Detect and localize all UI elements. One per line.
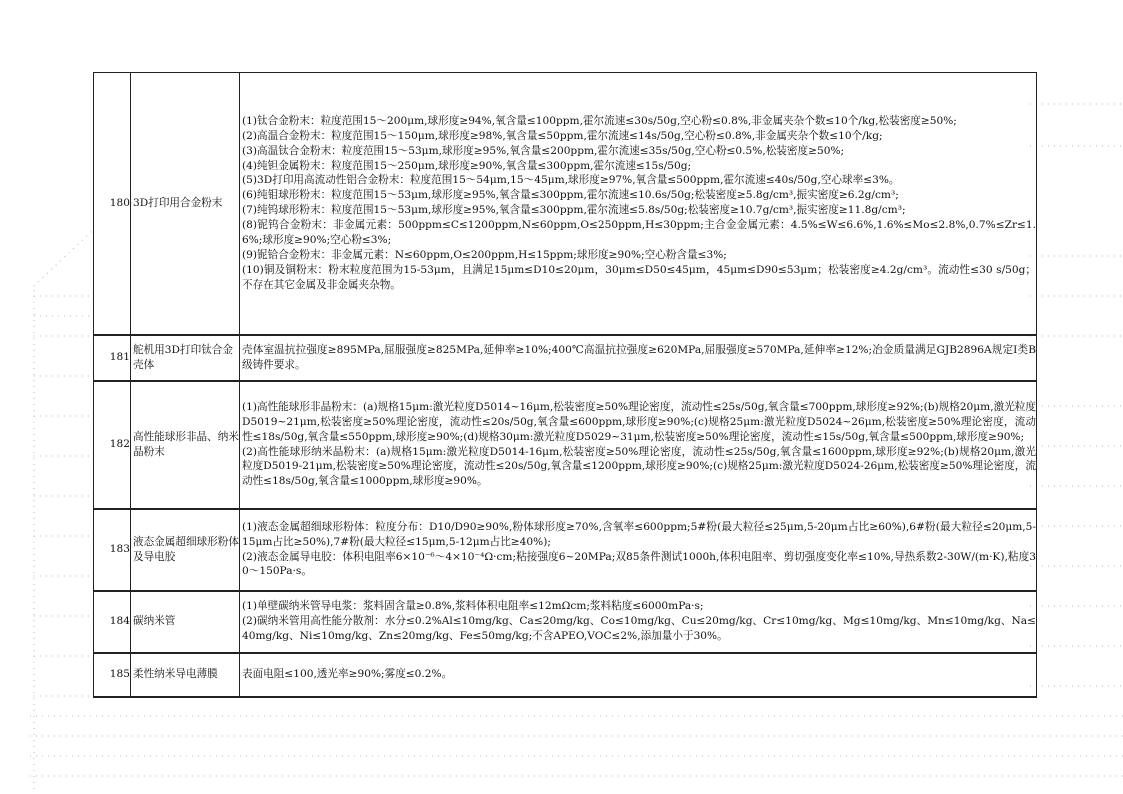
spec-line: (2)高性能球形纳米晶粉末：(a)规格15μm:激光粒度D5014-16μm,松装密度≥50%理论密度，流动性≤25s/50g,氧含量≤1600ppm,球形度≥92%;(b)规格20μm,激光粒度D5019-21μm,松装密度≥50%理论密度，流动性≤20s/50g,氧含量≤1200ppm,球形度≥90%;(c)规格25μm:激光粒度D5024-26μm,松装密度≥50%理论密度，流动性≤18s/50g,氧含量≤1000ppm,球形度≥90%。: [242, 445, 1036, 488]
product-name: 舵机用3D打印钛合金壳体: [131, 335, 240, 381]
spec-line: (2)高温合金粉末：粒度范围15～150μm,球形度≥98%,氧含量≤50ppm,霍尔流速≤14s/50g,空心粉≤0.8%,非金属夹杂个数≤10个/kg;: [242, 129, 883, 142]
spec-text: [240, 509, 1037, 591]
spec-line: (5)3D打印用高流动性铝合金粉末：粒度范围15～54μm,15～45μm,球形度≥97%,氧含量≤500ppm,霍尔流速≤40s/50g,空心球率≤3%。: [242, 174, 900, 187]
spec-line: (2)碳纳米管用高性能分散剂：水分≤0.2%Al≤10mg/kg、Ca≤20mg/kg、Co≤10mg/kg、Cu≤20mg/kg、Cr≤10mg/kg、Mg≤10mg/kg、Mn≤10mg/kg、Na≤40mg/kg、Ni≤10mg/kg、Zn≤20mg/kg、Fe≤50mg/kg;不含APEO,VOC≤2%,添加量小于30%。: [242, 615, 1036, 642]
spec-text: [240, 381, 1037, 509]
row-number: 180: [94, 73, 131, 335]
spec-line: (10)铜及铜粉末：粉末粒度范围为15-53μm，且满足15μm≤D10≤20μm，30μm≤D50≤45μm，45μm≤D90≤53μm；松装密度≥4.2g/cm³。流动性≤30 s/50g；不存在其它金属及非金属夹杂物。: [242, 263, 1036, 291]
table-row: [94, 381, 1037, 509]
table-row: [94, 73, 1037, 335]
row-number: 182: [94, 381, 131, 509]
spec-text: [240, 653, 1037, 697]
row-number: 183: [94, 509, 131, 591]
spec-line: (1)液态金属超细球形粉体：粒度分布：D10/D90≥90%,粉体球形度≥70%,含氧率≤600ppm;5#粉(最大粒径≤25μm,5-20μm占比≥60%),6#粉(最大粒径≤20μm,5-15μm占比≥50%),7#粉(最大粒径≤15μm,5-12μm占比≥40%);: [242, 520, 1036, 548]
spec-line: 壳体室温抗拉强度≥895MPa,屈服强度≥825MPa,延伸率≥10%;400℃高温抗拉强度≥620MPa,屈服强度≥570MPa,延伸率≥12%;冶金质量满足GJB2896A规定I类B级铸件要求。: [242, 343, 1036, 371]
spec-line: (4)纯钽金属粉末：粒度范围15～250μm,球形度≥90%,氧含量≤300ppm,霍尔流速≤15s/50g;: [242, 159, 692, 172]
product-name: 液态金属超细球形粉体及导电胶: [131, 509, 240, 591]
spec-text: [240, 591, 1037, 653]
row-number: 184: [94, 591, 131, 653]
product-name: 3D打印用合金粉末: [131, 73, 240, 335]
spec-line: 表面电阻≤100,透光率≥90%;雾度≤0.2%。: [242, 668, 453, 681]
table-row: [94, 653, 1037, 697]
spec-line: (3)高温钛合金粉末：粒度范围15～53μm,球形度≥95%,氧含量≤200ppm,霍尔流速≤35s/50g,空心粉≤0.5%,松装密度≥50%;: [242, 144, 845, 157]
spec-line: (1)高性能球形非晶粉末：(a)规格15μm:激光粒度D5014~16μm,松装密度≥50%理论密度，流动性≤25s/50g,氧含量≤700ppm,球形度≥92%;(b)规格20μm,激光粒度D5019~21μm,松装密度≥50%理论密度，流动性≤20s/50g,氧含量≤600ppm,球形度≥90%;(c)规格25μm:激光粒度D5024~26μm,松装密度≥50%理论密度，流动性≤18s/50g,氧含量≤550ppm,球形度≥90%;(d)规格30μm:激光粒度D5029~31μm,松装密度≥50%理论密度，流动性≤15s/50g,氧含量≤500ppm,球形度≥90%;: [242, 400, 1036, 443]
spec-text: [240, 335, 1037, 381]
table-row: [94, 335, 1037, 381]
spec-line: (7)纯钨球形粉末：粒度范围15～53μm,球形度≥95%,氧含量≤300ppm,霍尔流速≤5.8s/50g;松装密度≥10.7g/cm³,振实密度≥11.8g/cm³;: [242, 204, 906, 217]
spec-table: [93, 72, 1037, 698]
product-name: 柔性纳米导电薄膜: [131, 653, 240, 697]
row-number: 185: [94, 653, 131, 697]
product-name: 高性能球形非晶、纳米晶粉末: [131, 381, 240, 509]
table-row: [94, 591, 1037, 653]
spec-line: (8)铌钨合金粉末：非金属元素：500ppm≤C≤1200ppm,N≤60ppm,O≤250ppm,H≤30ppm;主合金金属元素：4.5%≤W≤6.6%,1.6%≤Mo≤2.8%,0.7%≤Zr≤1.6%;球形度≥90%;空心粉≤3%;: [242, 219, 1036, 247]
spec-line: (1)单壁碳纳米管导电浆：浆料固含量≥0.8%,浆料体积电阻率≤12mΩcm;浆料粘度≤6000mPa·s;: [242, 600, 704, 613]
spec-text: [240, 73, 1037, 335]
table-row: [94, 509, 1037, 591]
spec-line: (9)铌铪合金粉末：非金属元素：N≤60ppm,O≤200ppm,H≤15ppm;球形度≥90%;空心粉含量≤3%;: [242, 248, 727, 261]
spec-line: (1)钛合金粉末：粒度范围15～200μm,球形度≥94%,氧含量≤100ppm,霍尔流速≤30s/50g,空心粉≤0.8%,非金属夹杂个数≤10个/kg,松装密度≥50%;: [242, 114, 957, 127]
spec-line: (2)液态金属导电胶：体积电阻率6×10⁻⁶～4×10⁻⁴Ω·cm;粘接强度6~20MPa;双85条件测试1000h,体积电阻率、剪切强度变化率≤10%,导热系数2-30W/(m·K),粘度30～150Pa·s。: [242, 550, 1036, 578]
product-name: 碳纳米管: [131, 591, 240, 653]
row-number: 181: [94, 335, 131, 381]
spec-line: (6)纯钼球形粉末：粒度范围15～53μm,球形度≥95%,氧含量≤300ppm,霍尔流速≤10.6s/50g;松装密度≥5.8g/cm³,振实密度≥6.2g/cm³;: [242, 189, 899, 202]
